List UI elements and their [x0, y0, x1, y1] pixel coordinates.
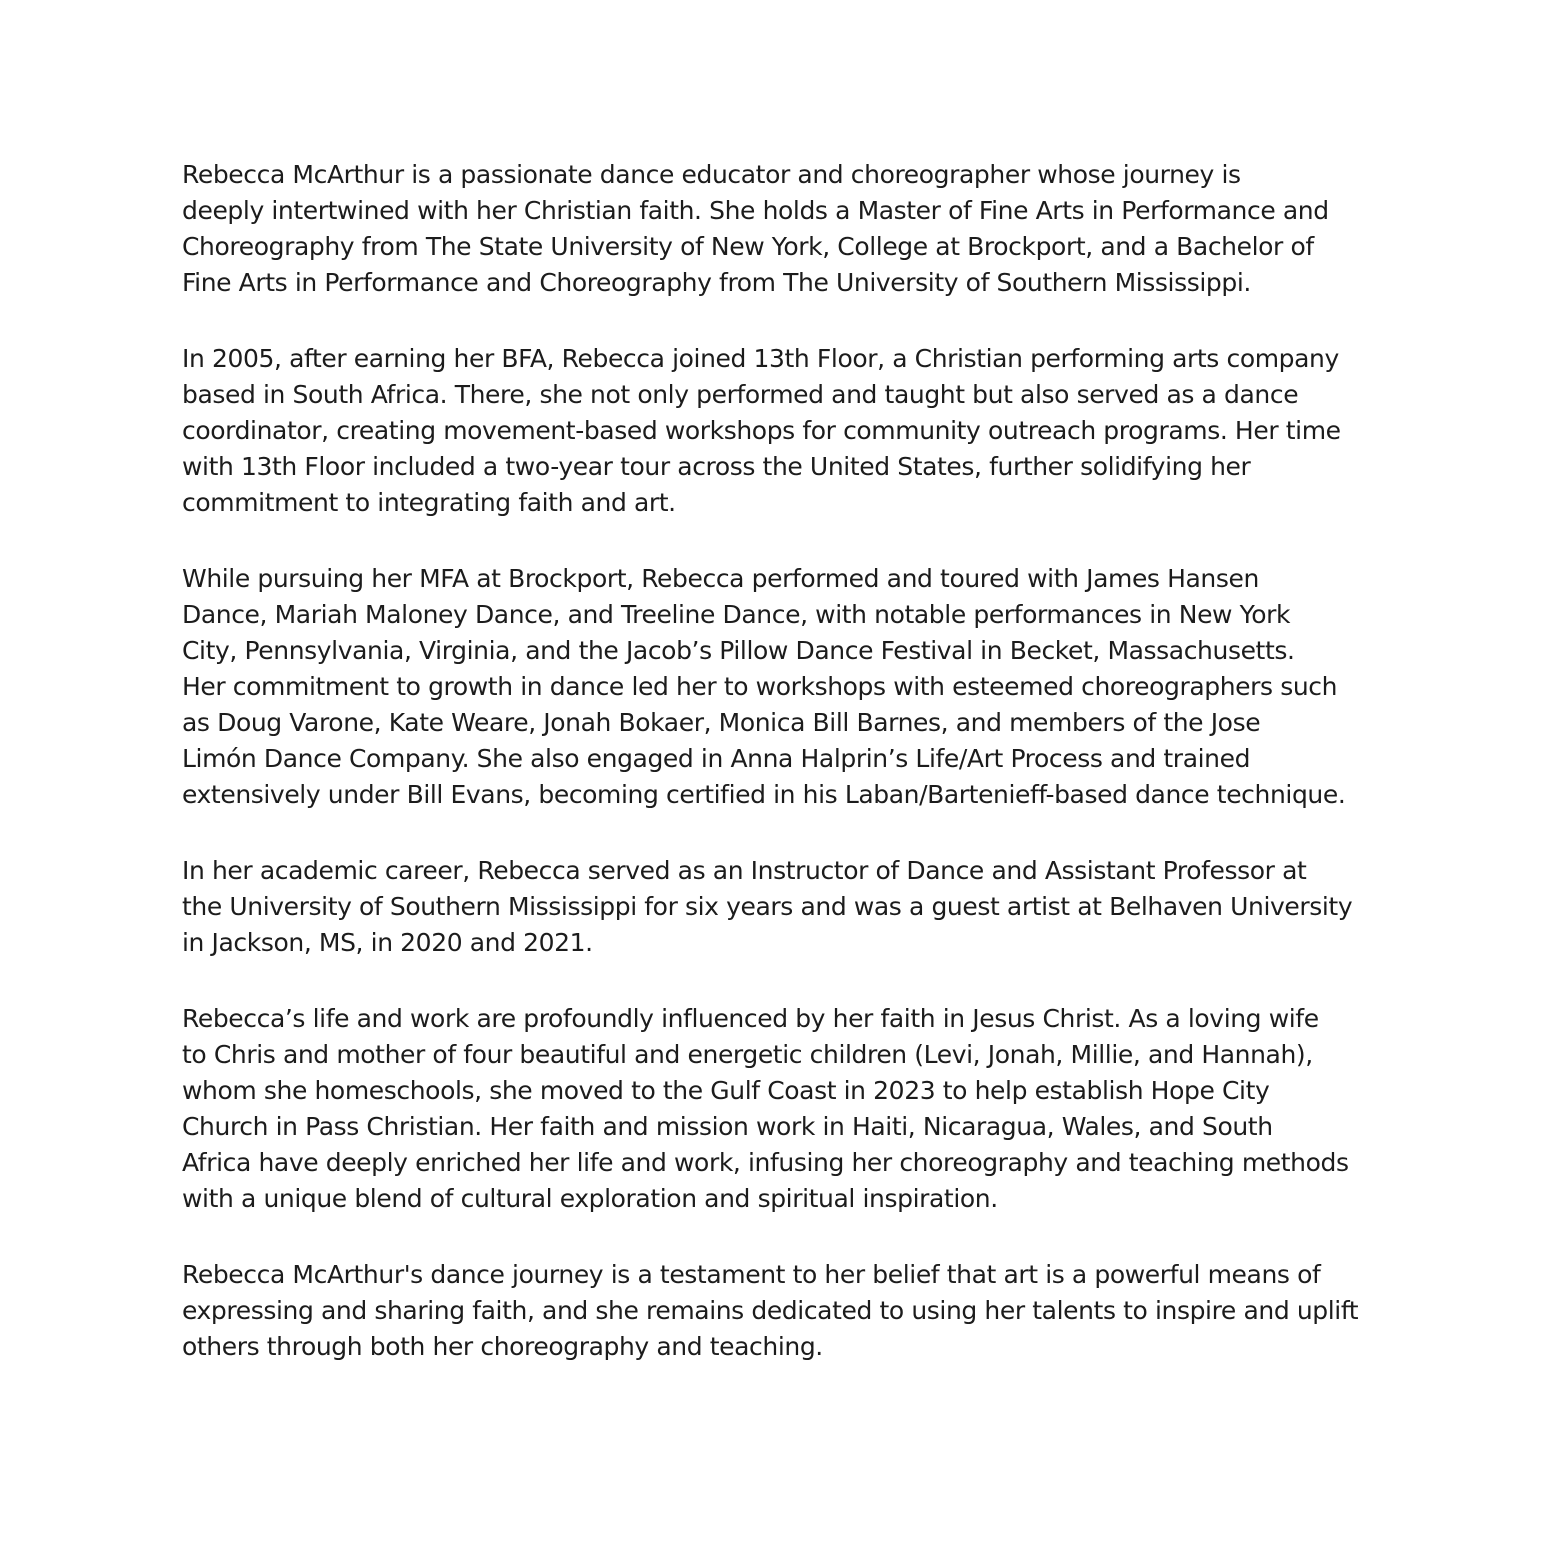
paragraph-13th-floor — [182, 341, 1362, 521]
text-line: Rebecca McArthur is a passionate dance educator and choreographer whose journey is — [182, 160, 1241, 189]
text-line: Church in Pass Christian. Her faith and mission work in Haiti, Nicaragua, Wales, and South — [182, 1112, 1273, 1141]
text-line: Africa have deeply enriched her life and work, infusing her choreography and teaching methods — [182, 1148, 1349, 1177]
text-line: to Chris and mother of four beautiful and energetic children (Levi, Jonah, Millie, and Hannah), — [182, 1040, 1313, 1069]
paragraph-mfa-performances — [182, 561, 1362, 813]
text-line: extensively under Bill Evans, becoming certified in his Laban/Bartenieff-based dance technique. — [182, 780, 1346, 809]
text-line: Dance, Mariah Maloney Dance, and Treeline Dance, with notable performances in New York — [182, 600, 1291, 629]
text-line: as Doug Varone, Kate Weare, Jonah Bokaer, Monica Bill Barnes, and members of the Jose — [182, 708, 1261, 737]
text-line: Fine Arts in Performance and Choreography from The University of Southern Mississippi. — [182, 268, 1251, 297]
text-line: Choreography from The State University of New York, College at Brockport, and a Bachelor of — [182, 232, 1314, 261]
text-line: Limón Dance Company. She also engaged in Anna Halprin’s Life/Art Process and trained — [182, 744, 1251, 773]
text-line: expressing and sharing faith, and she remains dedicated to using her talents to inspire and uplift — [182, 1296, 1359, 1325]
paragraph-academic-career — [182, 853, 1362, 961]
paragraph-faith-family — [182, 1001, 1362, 1217]
biography-text — [182, 157, 1362, 1405]
text-line: Rebecca McArthur's dance journey is a testament to her belief that art is a powerful means of — [182, 1260, 1321, 1289]
text-line: the University of Southern Mississippi for six years and was a guest artist at Belhaven University — [182, 892, 1353, 921]
text-line: in Jackson, MS, in 2020 and 2021. — [182, 928, 593, 957]
text-line: While pursuing her MFA at Brockport, Rebecca performed and toured with James Hansen — [182, 564, 1259, 593]
text-line: whom she homeschools, she moved to the Gulf Coast in 2023 to help establish Hope City — [182, 1076, 1270, 1105]
text-line: In her academic career, Rebecca served as an Instructor of Dance and Assistant Professor at — [182, 856, 1307, 885]
text-line: commitment to integrating faith and art. — [182, 488, 676, 517]
text-line: others through both her choreography and teaching. — [182, 1332, 823, 1361]
text-line: based in South Africa. There, she not only performed and taught but also served as a dance — [182, 380, 1299, 409]
text-line: City, Pennsylvania, Virginia, and the Jacob’s Pillow Dance Festival in Becket, Massachusetts. — [182, 636, 1295, 665]
text-line: with a unique blend of cultural exploration and spiritual inspiration. — [182, 1184, 998, 1213]
paragraph-education — [182, 157, 1362, 301]
text-line: coordinator, creating movement-based workshops for community outreach programs. Her time — [182, 416, 1341, 445]
paragraph-closing — [182, 1257, 1362, 1365]
text-line: deeply intertwined with her Christian faith. She holds a Master of Fine Arts in Performance and — [182, 196, 1329, 225]
text-line: In 2005, after earning her BFA, Rebecca joined 13th Floor, a Christian performing arts company — [182, 344, 1339, 373]
text-line: Her commitment to growth in dance led her to workshops with esteemed choreographers such — [182, 672, 1338, 701]
text-line: Rebecca’s life and work are profoundly influenced by her faith in Jesus Christ. As a loving wife — [182, 1004, 1319, 1033]
text-line: with 13th Floor included a two-year tour across the United States, further solidifying her — [182, 452, 1251, 481]
